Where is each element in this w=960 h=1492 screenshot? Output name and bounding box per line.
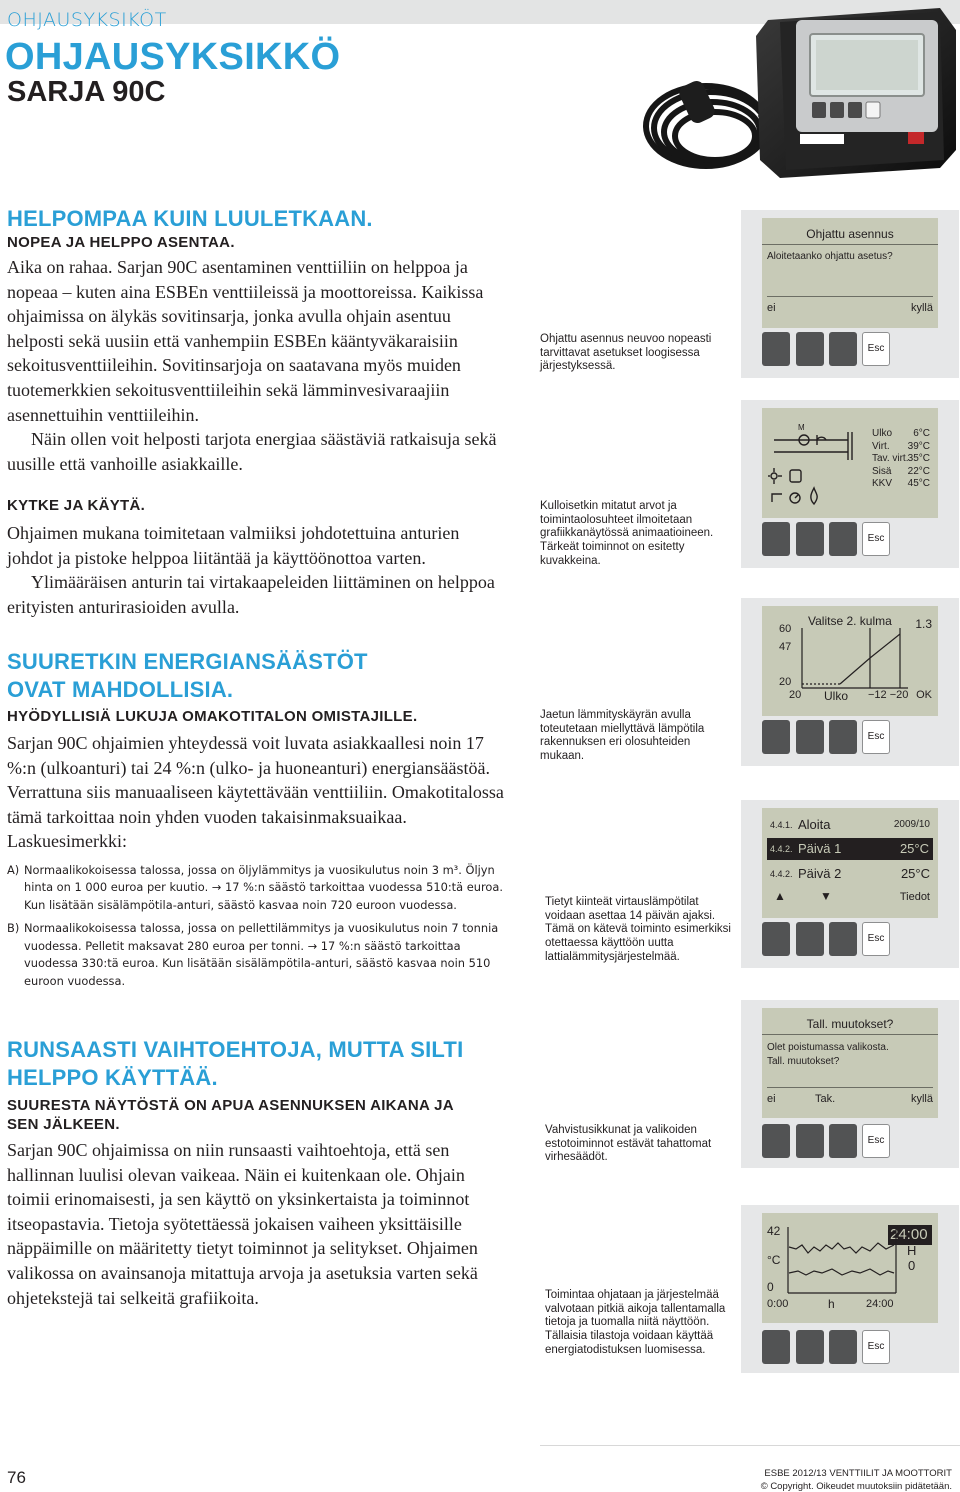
curve-x-left: 20: [789, 689, 802, 701]
option-yes[interactable]: kyllä: [910, 1093, 933, 1105]
caption-statistics: Toimintaa ohjataan ja järjestelmää valvotaan pitkiä aikoja tallentamalla tietoja ja tuomalla niitä näyttöön. Tällaisia tilastoja voidaan käyttää energiatodistuksen luomisessa.: [545, 1289, 726, 1356]
footer-divider: [540, 1445, 960, 1446]
row-value: 25°C: [899, 841, 929, 856]
display-panel-statistics: [741, 1205, 959, 1373]
controller-product-image: [640, 0, 960, 198]
heading-options: RUNSAASTI VAIHTOEHTOJA, MUTTA SILTI HELPPO KÄYTTÄÄ.: [7, 1037, 464, 1090]
status-label: Virt.: [872, 440, 890, 452]
status-values: [908, 428, 930, 491]
key-button[interactable]: [796, 1124, 824, 1158]
caption-heating-curve: Jaetun lämmityskäyrän avulla toteutetaan miellyttävä lämpötila rakennuksen eri olosuhteiden mukaan.: [540, 709, 705, 763]
option-yes[interactable]: kyllä: [910, 302, 933, 314]
option-no[interactable]: ei: [767, 302, 776, 314]
key-button[interactable]: [829, 922, 857, 956]
stat-x-end: 24:00: [866, 1298, 894, 1310]
arrow-down-icon[interactable]: ▼: [820, 889, 832, 903]
curve-title: Valitse 2. kulma: [808, 614, 892, 628]
status-label: Sisä: [872, 465, 892, 477]
body-text: [7, 1138, 507, 1310]
status-value: 45°C: [907, 478, 930, 490]
divider: [767, 1087, 933, 1088]
lcd-screen: [762, 218, 938, 328]
screen-title: Tall. muutokset?: [806, 1017, 894, 1031]
key-button[interactable]: [762, 332, 790, 366]
row-code: 4.4.1.: [770, 820, 793, 830]
status-label: Ulko: [872, 428, 893, 439]
selected-row[interactable]: [767, 838, 933, 860]
list-text: Normaalikokoisessa talossa, jossa on pellettilämmitys ja vuosikulutus noin 7 tonnia vuodessa. Pelletit maksavat 280 euroa per tonni. → 17 %:n säästö tarkoittaa vuodessa 330:tä euroa. Kun lisätään sisälämpötila-anturi, säästö kasvaa noin 510 euroon vuodessa.: [24, 921, 499, 988]
stat-y-max: 42: [767, 1224, 781, 1238]
stat-x-start: 0:00: [767, 1298, 789, 1310]
key-button[interactable]: [829, 1124, 857, 1158]
caption-wizard: Ohjattu asennus neuvoo nopeasti tarvittavat asetukset loogisessa järjestyksessä.: [540, 333, 712, 373]
key-button[interactable]: [829, 1330, 857, 1364]
lcd-screen: [762, 808, 938, 918]
esc-button[interactable]: Esc: [862, 720, 890, 754]
stat-y-min-right: 0: [908, 1258, 916, 1273]
curve-y-top: 60: [779, 623, 792, 635]
row-code: 4.4.2.: [770, 844, 793, 854]
caption-fixed-temps: Tietyt kiinteät virtauslämpötilat voidaan asettaa 14 päivän ajaksi. Tämä on kätevä toiminto esimerkiksi otettaessa käyttöön uutta lattialämmitysjärjestelmää.: [545, 896, 731, 963]
paragraph: Ylimääräisen anturin tai virtakaapeleiden liittäminen on helppoa erityisten anturirasioiden avulla.: [7, 572, 495, 617]
footer-copyright: © Copyright. Oikeudet muutoksiin pidätetään.: [760, 1481, 952, 1492]
statistics-graph: [786, 1227, 898, 1295]
keypad: [762, 332, 938, 366]
heading-easier: HELPOMPAA KUIN LUULETKAAN.: [7, 206, 373, 231]
section-tag: OHJAUSYKSIKÖT: [7, 9, 167, 31]
status-value: 35°C: [907, 453, 930, 465]
paragraph: Sarjan 90C ohjaimissa on niin runsaasti vaihtoehtoja, että sen hallinnan luulisi olevan vaikeaa. Näin ei kuitenkaan ole. Ohjain toimii erinomaisesti, ja sen käyttö on yksinkertaista ja toiminnot itseopastavia. Tietoja syötettäessä jokaisen vaiheen yksittäisille näppäimille on määritetty tietyt toiminnot ja selitykset. Ohjaimen valikossa on avainsanoja mitattuja arvoja ja asetuksia varten sekä ohjetekstejä tai selkeitä grafiikoita.: [7, 1140, 478, 1308]
subheading-plug-and-play: KYTKE JA KÄYTÄ.: [7, 497, 146, 514]
lcd-screen: [762, 1213, 938, 1323]
list-label: A): [7, 862, 20, 877]
display-panel-fixed-temps: [741, 800, 959, 968]
section-options-body: [7, 1096, 477, 1310]
key-button[interactable]: [796, 332, 824, 366]
status-value: 6°C: [913, 428, 930, 439]
esc-button[interactable]: Esc: [862, 1330, 890, 1364]
keypad: [762, 720, 938, 754]
list-item: [7, 862, 505, 915]
key-button[interactable]: [796, 720, 824, 754]
status-value: 39°C: [907, 440, 930, 452]
list-item: [7, 920, 505, 990]
caption-confirm: Vahvistusikkunat ja valikoiden estotoiminnot estävät tahattomat virhesäädöt.: [545, 1124, 712, 1164]
esc-button[interactable]: Esc: [862, 522, 890, 556]
esc-button[interactable]: Esc: [862, 922, 890, 956]
section-options: [7, 1036, 477, 1092]
divider: [762, 1034, 938, 1035]
section-plug-and-play: [7, 496, 507, 619]
row-value: 25°C: [900, 866, 930, 881]
lcd-screen: [762, 1008, 938, 1118]
curve-ok[interactable]: OK: [916, 689, 932, 701]
curve-x-label: Ulko: [824, 689, 849, 703]
section-savings: [7, 648, 397, 704]
screen-message: Tall. muutokset?: [767, 1056, 840, 1067]
row-label: Aloita: [798, 817, 831, 832]
lcd-screen: [762, 408, 938, 518]
keypad: [762, 522, 938, 556]
stat-unit: °C: [767, 1253, 781, 1267]
row-label: Päivä 1: [798, 841, 842, 856]
paragraph: Ohjaimen mukana toimitetaan valmiiksi johdotettuina anturien johdot ja pistoke helppoa liitäntää ja käyttöönottoa varten.: [7, 523, 460, 568]
display-panel-confirm: [741, 1000, 959, 1168]
key-button[interactable]: [796, 522, 824, 556]
display-panel-status: [741, 400, 959, 568]
section-savings-body: [7, 707, 507, 990]
display-panel-wizard: [741, 210, 959, 378]
key-button[interactable]: [762, 1124, 790, 1158]
key-button[interactable]: [762, 720, 790, 754]
svg-text:M: M: [798, 423, 805, 432]
key-button[interactable]: [829, 720, 857, 754]
key-button[interactable]: [796, 1330, 824, 1364]
row-label: Päivä 2: [798, 866, 842, 881]
divider: [767, 296, 933, 297]
key-button[interactable]: [762, 922, 790, 956]
paragraph: Näin ollen voit helposti tarjota energiaa säästäviä ratkaisuja sekä uusille että vanhoille asiakkaille.: [7, 429, 497, 474]
heating-curve-graph: [800, 628, 910, 690]
heading-savings: SUURETKIN ENERGIANSÄÄSTÖT OVAT MAHDOLLISIA.: [7, 649, 368, 702]
list-label: B): [7, 921, 20, 936]
section-easier: [7, 205, 507, 476]
stat-day: H: [907, 1243, 917, 1258]
body-text: [7, 255, 507, 476]
page-title: OHJAUSYKSIKKÖ: [5, 36, 341, 78]
display-panel-heating-curve: [741, 598, 959, 766]
footer-title: ESBE 2012/13 VENTTIILIT JA MOOTTORIT: [764, 1468, 952, 1479]
option-no[interactable]: ei: [767, 1093, 776, 1105]
page-number: 76: [7, 1468, 26, 1487]
key-button[interactable]: [762, 1330, 790, 1364]
key-button[interactable]: [829, 522, 857, 556]
stat-time: 24:00: [890, 1226, 928, 1243]
keypad: [762, 1124, 938, 1158]
curve-version: 1.3: [915, 617, 932, 631]
status-label: Tav. virt.: [872, 453, 909, 465]
curve-x-range: −12 −20: [868, 689, 909, 701]
esc-button[interactable]: Esc: [862, 1124, 890, 1158]
keypad: [762, 922, 938, 956]
key-button[interactable]: [796, 922, 824, 956]
curve-y-low: 20: [779, 676, 792, 688]
keypad: [762, 1330, 938, 1364]
paragraph: Aika on rahaa. Sarjan 90C asentaminen venttiiliin on helppoa ja nopeaa – kuten aina ESBEn venttiileissä ja moottoreissa. Kaikissa ohjaimissa on älykäs sovitinsarja, jonka avulla ohjain asentuu helposti sekä uusiin että vanhempiin ESBEn kääntyväkaraisiin sekoitusventtiileihin. Sovitinsarjoja on saatavana myös muiden tuotemerkkien sekoitusventtiileihin sekä lämminvesivaraajiin asennettuihin venttiileihin.: [7, 257, 484, 425]
subheading-options: SUURESTA NÄYTÖSTÄ ON APUA ASENNUKSEN AIKANA JA SEN JÄLKEEN.: [7, 1097, 454, 1133]
key-button[interactable]: [829, 332, 857, 366]
lcd-screen: [762, 606, 938, 716]
divider: [762, 244, 938, 245]
info-option[interactable]: Tiedot: [899, 891, 930, 903]
stat-x-unit: h: [828, 1297, 835, 1311]
subheading-savings: HYÖDYLLISIÄ LUKUJA OMAKOTITALON OMISTAJILLE.: [7, 708, 418, 725]
status-label: KKV: [872, 478, 893, 490]
body-text: [7, 731, 507, 854]
arrow-up-icon[interactable]: ▲: [774, 889, 786, 903]
example-list: [7, 862, 505, 991]
option-back[interactable]: Tak.: [815, 1093, 836, 1105]
row-code: 4.4.2.: [770, 869, 793, 879]
body-text: [7, 521, 507, 619]
row-value: 2009/10: [893, 819, 930, 830]
curve-y-mid: 47: [779, 641, 792, 653]
stat-y-min: 0: [767, 1280, 774, 1294]
subheading-install: NOPEA JA HELPPO ASENTAA.: [7, 234, 235, 251]
esc-button[interactable]: Esc: [862, 332, 890, 366]
status-labels: [872, 428, 908, 491]
paragraph: Sarjan 90C ohjaimien yhteydessä voit luvata asiakkaallesi noin 17 %:n (ulkoanturi) tai 24 %:n (ulko- ja huoneanturi) energiansäästöä. Verrattuna siis manuaaliseen käytettävään venttiiliin. Omakotitalossa tämä tarkoittaa noin yhden vuoden takaisinmaksuaikaa. Laskuesimerkki:: [7, 733, 504, 852]
page-subtitle: SARJA 90C: [7, 76, 166, 108]
caption-graphics: Kulloisetkin mitatut arvot ja toimintaolosuhteet ilmoitetaan grafiikkanäytössä animaatioineen. Tärkeät toiminnot on esitetty kuvakkeina.: [540, 500, 714, 567]
screen-question: Aloitetaanko ohjattu asetus?: [767, 251, 893, 262]
list-text: Normaalikokoisessa talossa, jossa on öljylämmitys ja vuosikulutus noin 3 m³. Öljyn hinta on 1 000 euroa per kuutio. → 17 %:n säästö tarkoittaa vuodessa 510:tä euroa. Kun lisätään sisälämpötila-anturi, säästö kasvaa noin 720 euroon vuodessa.: [24, 862, 503, 912]
footer: [761, 1467, 952, 1492]
status-value: 22°C: [907, 465, 930, 477]
screen-message: Olet poistumassa valikosta.: [767, 1042, 889, 1053]
screen-title: Ohjattu asennus: [806, 227, 894, 241]
key-button[interactable]: [762, 522, 790, 556]
system-diagram-icon: [768, 418, 858, 508]
